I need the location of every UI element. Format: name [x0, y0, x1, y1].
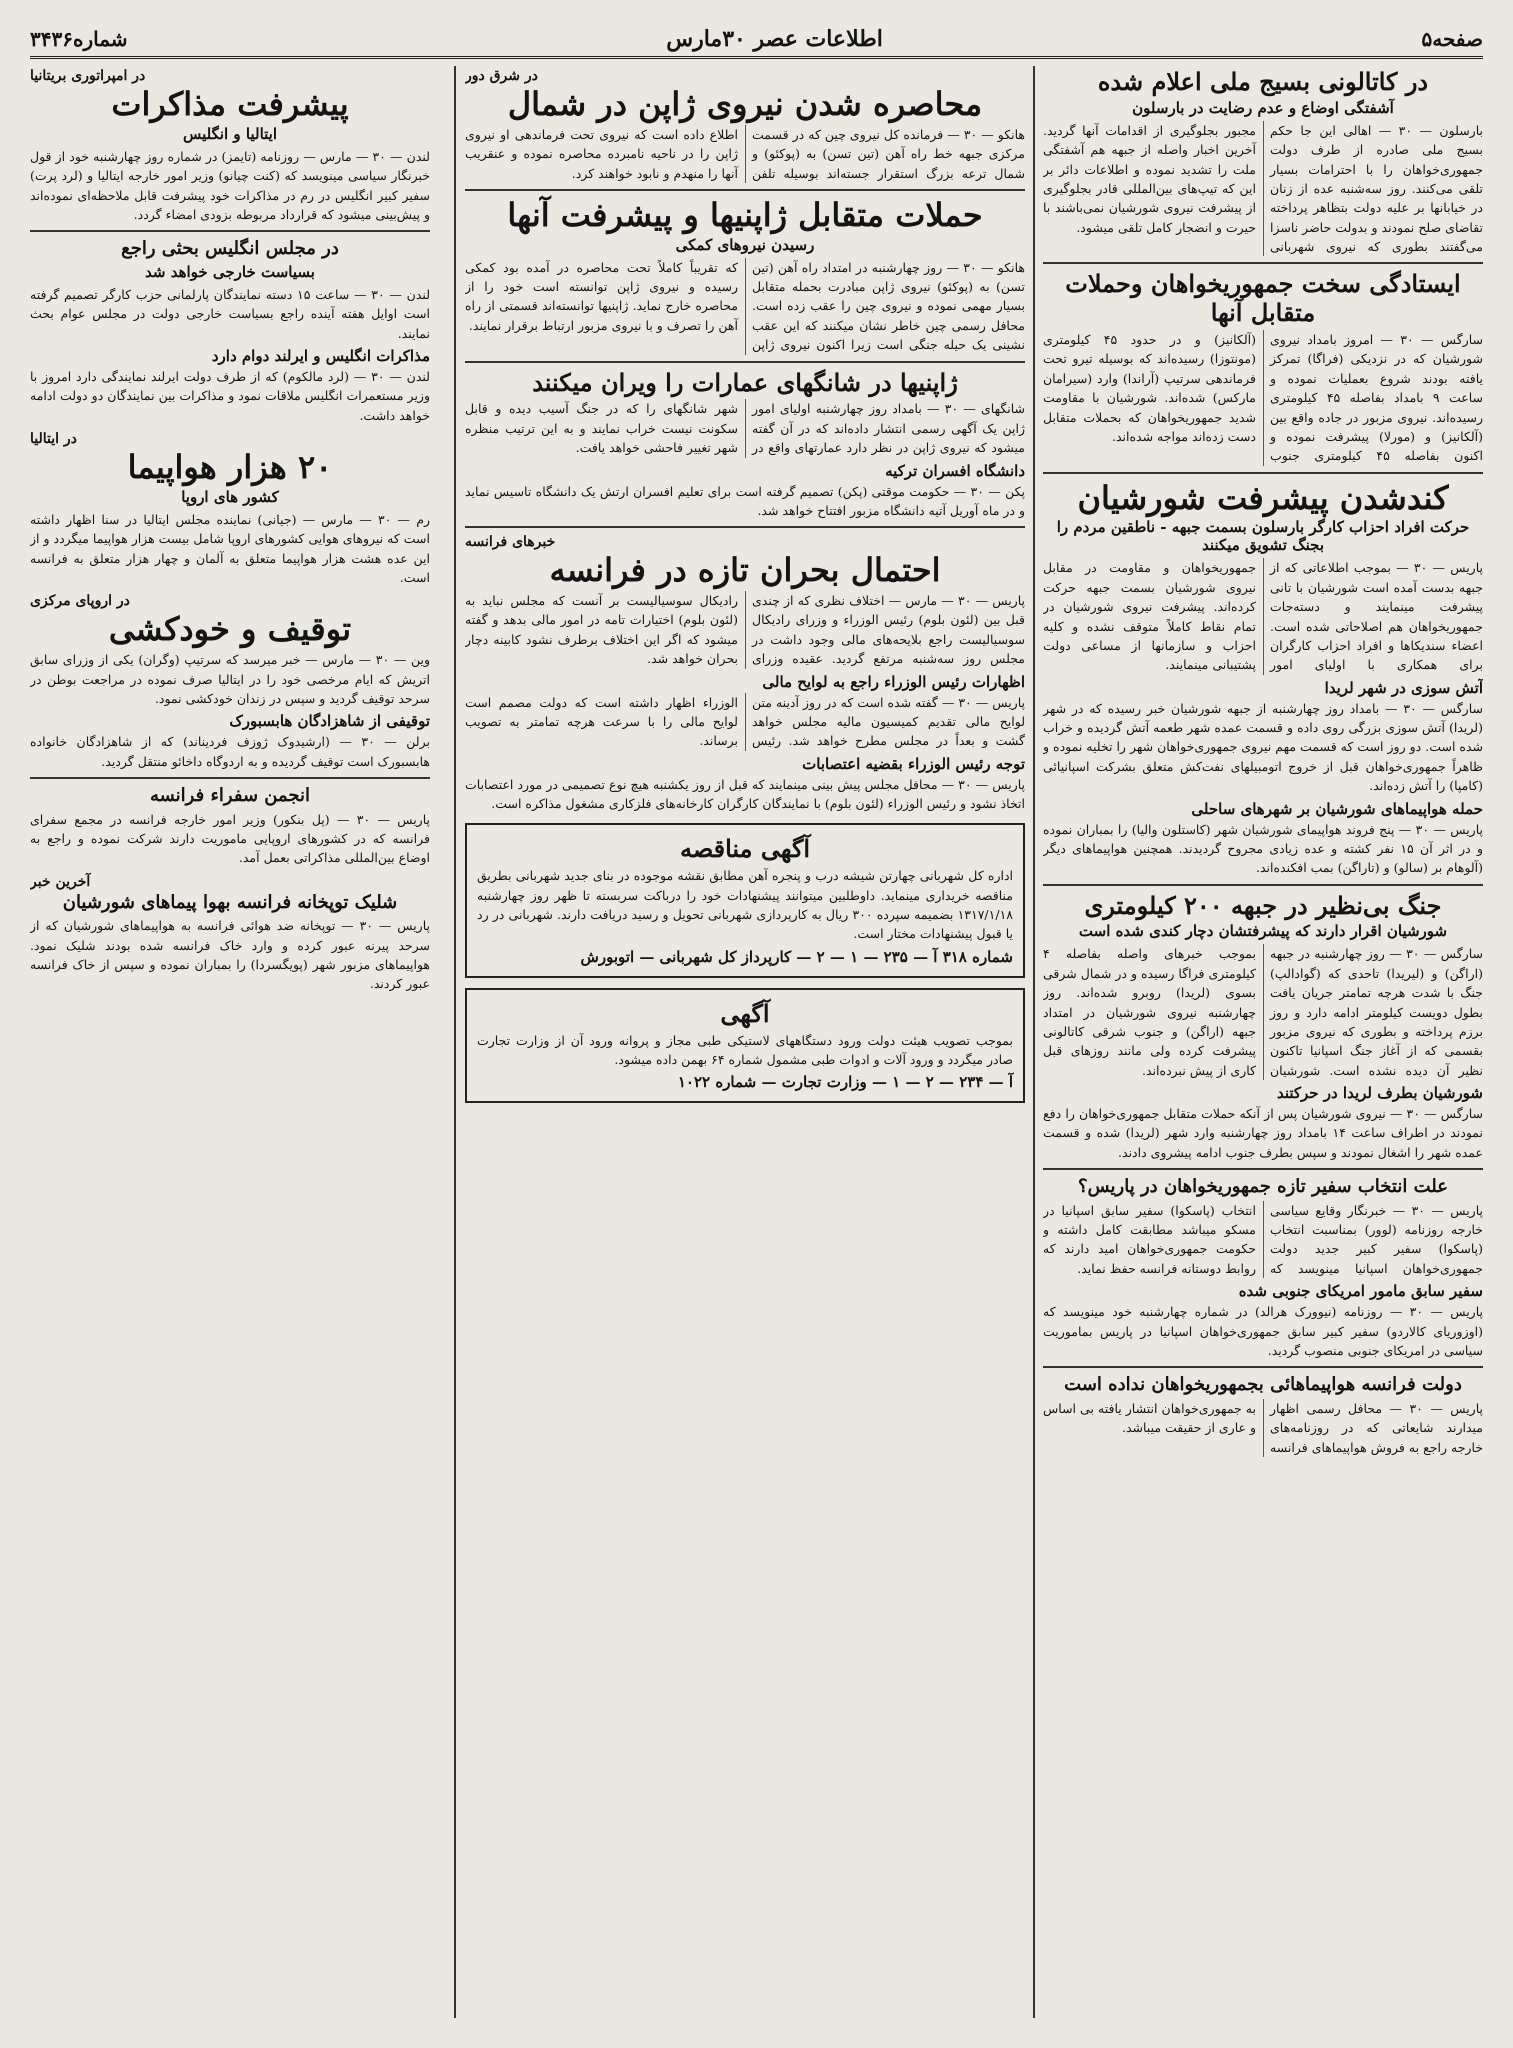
artillery-headline: شلیک توپخانه فرانسه بهوا پیماهای شورشیان [62, 891, 398, 913]
bombing-article [465, 369, 1025, 521]
air-attack-title: حمله هواپیماهای شورشیان بر شهرهای ساحلی [1191, 799, 1483, 818]
siege-body: هانکو — ۳۰ — فرمانده کل نیروی چین که در قسمت مرکزی جبهه خط راه آهن (تین تسن) به (پوکئو) و شمال ترعه بزرگ استقرار جسته‌اند بوسیله تلفن اطلاع داده است که نیروی تحت فرماندهی او نیروی ژاپن را در ناحیه نامبرده محاصره نموده و عنقریب آنها را منهدم و نابود خواهند کرد. [465, 126, 1025, 181]
catalonia-headline: در کاتالونی بسیج ملی اعلام شده [1097, 67, 1429, 96]
siege-headline: محاصره شدن نیروی ژاپن در شمال [507, 85, 983, 123]
planes-subhead: کشور های اروپا [181, 487, 279, 506]
issue-number: شماره۳۴۳۶ [30, 27, 128, 51]
parliament-headline: در مجلس انگلیس بحثی راجع [121, 238, 339, 260]
parliament-article [30, 238, 430, 425]
catalonia-article [1043, 68, 1483, 256]
counter-body: هانکو — ۳۰ — روز چهارشنبه در امتداد راه آهن (تین تسن) به (پوکئو) نیروی ژاپن مبادرت بحمله متقابل بسیار مهمی نموده و نیروی چین را عقب زده است. محافل رسمی چین خاطر نشان میکنند که این عقب نشینی یک حیله جنگی است زیرا اکنون نیروی ژاپن که تقریباً کاملاً تحت محاصره در آمده بود کمکی رسیده و نیروی ژاپن توانسته است خود را از محاصره خارج نماید. ژاپنیها توانسته‌اند قسمتی از راه آهن را تصرف و با نیروی مزبور ارتباط برقرار نمایند. [465, 259, 1025, 353]
divider [465, 361, 1025, 363]
newspaper-title-date: اطلاعات عصر ۳۰مارس [666, 26, 883, 52]
habsburg-body: برلن — ۳۰ — (ارشیدوک ژوزف فردیناند) که از شاهزادگان خانواده هابسبورک است توقیف گردیده و به اردوگاه داخائو منتقل گردید. [30, 734, 430, 769]
negotiations-article [30, 86, 430, 224]
artillery-body: پاریس — ۳۰ — توپخانه ضد هوائی فرانسه به هواپیماهای شورشیان که از سرحد پیرنه عبور کرده و وارد خاک فرانسه شده بودند شلیک نمود. هواپیماهای مزبور شهر (پویگسردا) را بمباران نموده و سپس از خاک فرانسه عبور کردند. [30, 918, 430, 992]
lerida-title: آتش سوزی در شهر لریدا [1324, 678, 1483, 697]
resistance-headline: ایستادگی سخت جمهوریخواهان وحملات متقابل آنها [1065, 269, 1461, 328]
catalonia-body: بارسلون — ۳۰ — اهالی این جا حکم بسیج ملی صادره از طرف دولت جمهوری‌خواهان را با احترامات بسیار تلقی می‌کنند. روز سه‌شنبه عده از زنان در خیابانها بر علیه دولت بتظاهر پرداخته تقاضای صلح نمودند و بدولت حاضر ناسزا می‌گفتند بطوری که نیروی شهربانی مجبور بجلوگیری از اقدامات آنها گردید. آخرین اخبار واصله از جبهه هم آشفتگی ملت را تشدید نموده و اطلاعات دائر بر این که تیپ‌های بین‌المللی قادر بجلوگیری از پیشرفت نیروی شورشیان نمی‌باشند با حیرت و انضجار کامل تلقی میشود. [1043, 122, 1483, 255]
battle-body: سارگس — ۳۰ — روز چهارشنبه در جبهه (اراگن) و (لیریدا) تاحدی که (گوادالپ) جنگ با شدت هرچه تمامتر جریان یافت بطول دویست کیلومتر ادامه دارد و روز برزم پرداخته و بطوری که نیروی مزبور بقسمی که از آغاز جنگ اسپانیا تاکنون نظیر آن دیده نشده است. شورشیان بموجب خبرهای واصله بفاصله ۴ کیلومتری فراگا رسیده و در شمال شرقی بسوی (لریدا) روبرو شده‌اند. روز چهارشنبه نیروی شورشیان در امتداد جبهه (اراگن) و جنوب شرقی کاتالونی پیشرفت کرده ولی مانند روزهای قبل کاری از پیش نبرده‌اند. [1043, 946, 1483, 1078]
battle-subhead: شورشیان اقرار دارند که پیشرفتشان دچار کندی شده است [1078, 922, 1448, 941]
ireland-body: لندن — ۳۰ — (لرد مالکوم) که از طرف دولت ایرلند نمایندگی دارد امروز با وزیر مستعمرات انگلیس ملاقات نمود و مذاکرات بین نمایندگان دو دولت ادامه خواهد داشت. [30, 368, 430, 423]
negotiations-body: لندن — ۳۰ — مارس — روزنامه (تایمز) در شماره روز چهارشنبه خود از قول خبرنگار سیاسی مینویسد که (کنت چیانو) وزیر امور خارجه ایتالیا و (لرد پرت) سفیر کبیر انگلیس در رم در مذاکرات خود پیشرفت قابل ملاحظه‌ای نموده‌اند و پیش‌بینی میشود که قرارداد مربوطه بزودی امضاء گردد. [30, 148, 430, 222]
divider [1043, 1168, 1483, 1170]
tender-headline: آگهی مناقصه [679, 834, 811, 864]
divider [465, 526, 1025, 528]
parliament-subhead: بسیاست خارجی خواهد شد [145, 262, 315, 281]
university-body: پکن — ۳۰ — حکومت موقتی (پکن) تصمیم گرفته است برای تعلیم افسران ارتش یک دانشگاه تاسیس نماید و در ماه آوریل آتیه دانشگاه مزبور افتتاح خواهد شد. [465, 483, 1025, 518]
resistance-body: سارگس — ۳۰ — امروز بامداد نیروی شورشیان که در نزدیکی (فراگا) تمرکز یافته بودند شروع بعملیات نموده و ساعت ۹ بامداد بفاصله ۴۵ کیلومتری رسیده‌اند. نیروی مزبور در جاده واقع بین (آلکانیز) و (مورلا) پیشرفت نموده و اکنون بفاصله ۴۵ کیلومتری جنوب (آلکانیز) و در حدود ۴۵ کیلومتری (مونتوزا) رسیده‌اند که بوسیله تیرو تحت فرماندهی سرتیپ (آراندا) وارد (سیرامان مارکس) شده‌اند. شورشیان با مقاومت شدید جمهوریخواهان که بحملات متقابل دست زده‌اند مواجه شده‌اند. [1043, 332, 1483, 464]
france-news-label: خبرهای فرانسه [465, 534, 556, 551]
tender-footer: شماره ۳۱۸ آ — ۲۳۵ — ۱ — ۲ — کارپرداز کل شهربانی — اتوبورش [580, 947, 1013, 966]
ambassadors-article [30, 785, 430, 868]
arrest-headline: توقیف و خودکشی [108, 610, 352, 649]
notice-footer: آ — ۲۳۴ — ۲ — ۱ — وزارت تجارت — شماره ۱۰۲۲ [677, 1073, 1013, 1092]
resistance-article [1043, 270, 1483, 465]
arrest-body: وین — ۳۰ — مارس — خبر میرسد که سرتیپ (وگران) یکی از وزرای سابق اتریش که ایام مرخصی خود را در ایتالیا صرف نموده در مراجعت بوطن در سرحد توقیف گردید و سپس در زندان خودکشی نمود. [30, 652, 430, 706]
battle-article [1043, 892, 1483, 1163]
blum-title: اظهارات رئیس الوزراء راجع به لوایح مالی [762, 672, 1025, 691]
france-crisis-headline: احتمال بحران تازه در فرانسه [549, 551, 941, 590]
lerida-body: سارگس — ۳۰ — بامداد روز چهارشنبه از جبهه شورشیان خبر رسیده که در شهر (لریدا) آتش سوزی بزرگی روی داده و قسمت عمده شهر طعمه آتش گردیده و خراب شده است. دو روز است که قسمت مهم نیروی جمهوری‌خواهان شهر را تخلیه نموده و ظاهراً جمهوری‌خواهان قبل از خروج اتومبیلهای نفت‌کش متعلق بشرکت اسپانیائی (کامپا) را آتش زده‌اند. [1043, 700, 1483, 794]
strikes-title: توجه رئیس الوزراء بقضیه اعتصابات [802, 754, 1025, 773]
france-planes-article [1043, 1374, 1483, 1457]
masthead [30, 22, 1483, 59]
planes-headline: ۲۰ هزار هواپیما [127, 448, 333, 487]
bombing-headline: ژاپنیها در شانگهای عمارات را ویران میکنند [532, 367, 958, 397]
divider [30, 777, 430, 779]
column-rule-right [1033, 66, 1035, 2018]
middle-column [465, 66, 1025, 2018]
counter-headline: حملات متقابل ژاپنیها و پیشرفت آنها [507, 195, 983, 234]
trade-notice [465, 988, 1025, 1104]
divider [1043, 884, 1483, 886]
negotiations-subhead: ایتالیا و انگلیس [182, 124, 278, 143]
latest-news-label: آخرین خبر [30, 873, 91, 890]
negotiations-headline: پیشرفت مذاکرات [111, 85, 349, 123]
france-crisis-article [465, 552, 1025, 813]
parliament-body: لندن — ۳۰ — ساعت ۱۵ دسته نمایندگان پارلمانی حزب کارگر تصمیم گرفته است اوایل هفته آینده راجع بسیاست خارجی دولت در مجلس عوام بحث نمایند. [30, 286, 430, 341]
ambassador-headline: علت انتخاب سفیر تازه جمهوریخواهان در پاریس؟ [1078, 1176, 1448, 1198]
university-title: دانشگاه افسران ترکیه [885, 461, 1025, 480]
divider [1043, 472, 1483, 474]
left-column [30, 66, 430, 2018]
slowdown-subhead: حرکت افراد احزاب کارگر بارسلون بسمت جبهه - ناطقین مردم را بجنگ تشویق میکنند [1056, 518, 1470, 555]
habsburg-title: توقیفی از شاهزادگان هابسبورک [229, 712, 430, 731]
artillery-article [30, 892, 430, 994]
ambassadors-headline: انجمن سفراء فرانسه [149, 785, 311, 807]
planes-body: رم — ۳۰ — مارس — (جیانی) نماینده مجلس ایتالیا در سنا اظهار داشته است که نیروهای هوایی کشورهای اروپا شامل بیست هزار هواپیما میگردد و از این عده هشت هزار هواپیما متعلق به آلمان و چهار هزار متعلق به فرانسه است. [30, 511, 430, 585]
france-planes-body: پاریس — ۳۰ — محافل رسمی اظهار میدارند شایعاتی که در روزنامه‌های خارجه راجع به فروش هواپیماهای فرانسه به جمهوری‌خواهان انتشار یافته بی اساس و عاری از حقیقت میباشد. [1043, 1400, 1483, 1455]
tender-notice [465, 823, 1025, 977]
barcelona-siege-title: شورشیان بطرف لریدا در حرکتند [1276, 1084, 1483, 1103]
divider [1043, 1366, 1483, 1368]
right-column [1043, 66, 1483, 2018]
siege-article [465, 86, 1025, 183]
blum-body: پاریس — ۳۰ — گفته شده است که در روز آدینه متن لوایح مالی تقدیم کمیسیون مالیه مجلس خواهد گشت و بعداً در مجلس مطرح خواهد شد. رئیس الوزراء اظهار داشته است که دولت مصمم است لوایح مالی را با سرعت هرچه تمامتر به تصویب برساند. [465, 694, 1025, 749]
tender-body: اداره کل شهربانی چهارتن شیشه درب و پنجره آهن مطابق نقشه موجوده در بنای جدید شهربانی بطریق مناقصه خریداری مینماید. داوطلبین میتوانند پیشنهادات خود را درباکت سربسته تا ظهر روز چهارشنبه ۱۳۱۷/۱/۱۸ بضمیمه سپرده ۳۰۰ ریال به کارپردازی شهربانی تحویل و رسید دریافت دارند. شهربانی در رد یا قبول پیشنهادات مختار است. [477, 868, 1013, 942]
central-europe-label: در اروپای مرکزی [30, 593, 130, 610]
france-planes-headline: دولت فرانسه هواپیماهائی بجمهوریخواهان نداده است [1064, 1374, 1462, 1396]
air-attack-body: پاریس — ۳۰ — پنج فروند هواپیمای شورشیان شهر (کاستلون والیا) را بمباران نموده و در اثر آن ۱۵ نفر کشته و عده زیادی مجروح گردیدند. همچنین هواپیماهای دیگر (آلوهام بر (سالو) و (تاراگن) بمب افکنده‌اند. [1043, 821, 1483, 876]
ireland-headline: مذاکرات انگلیس و ایرلند دوام دارد [211, 346, 430, 365]
slowdown-body: پاریس — ۳۰ — بموجب اطلاعاتی که از جبهه بدست آمده است شورشیان با تانی پیشرفت مینمایند و دسته‌جات جمهوریخواهان هم اصلاحاتی شده است. اعضاء سندیکاها و افراد احزاب کارگران برای همکاری با اولیای امور جمهوریخواهان و مقاومت در مقابل نیروی شورشیان بسمت جبهه حرکت کرده‌اند. پیشرفت نیروی شورشیان در تمام نقاط کاملاً متوقف نشده و کلیه احزاب و سازمانها از مساعی دولت پشتیبانی مینمایند. [1043, 560, 1483, 673]
italy-label: در ایتالیا [30, 431, 77, 448]
column-rule-left [454, 66, 456, 2018]
slowdown-article [1043, 480, 1483, 878]
barcelona-siege-body: سارگس — ۳۰ — نیروی شورشیان پس از آنکه حملات متقابل جمهوری‌خواهان را دفع نمودند در اطراف ساعت ۱۴ بامداد روز چهارشنبه وارد شهر (لریدا) شده و قسمت عمده شهر را اشغال نمودند و سپس بطرف جنوب ادامه پیشروی دادند. [1043, 1106, 1483, 1160]
ambassador-article [1043, 1176, 1483, 1360]
planes-article [30, 449, 430, 587]
us-envoy-title: سفیر سابق مامور امریکای جنوبی شده [1238, 1282, 1483, 1301]
counter-subhead: رسیدن نیروهای کمکی [675, 235, 815, 254]
ambassador-body: پاریس — ۳۰ — خبرنگار وقایع سیاسی خارجه روزنامه (لوور) بمناسبت انتخاب (پاسکوا) سفیر کبیر جدید دولت جمهوری‌خواهان اسپانیا مینویسد که انتخاب (پاسکوا) سفیر سابق اسپانیا در مسکو میباشد مطابقت کامل داشته و حکومت جمهوری‌خواهان امید دارند که روابط دوستانه فرانسه حفظ نماید. [1043, 1202, 1483, 1276]
divider [465, 189, 1025, 191]
divider [1043, 262, 1483, 264]
far-east-kicker: در شرق دور [465, 68, 538, 84]
british-empire-kicker: در امپراتوری بریتانیا [30, 68, 146, 84]
battle-headline: جنگ بی‌نظیر در جبهه ۲۰۰ کیلومتری [1084, 890, 1442, 920]
catalonia-subhead: آشفتگی اوضاع و عدم رضایت در بارسلون [1132, 98, 1394, 117]
france-crisis-body: پاریس — ۳۰ — مارس — اختلاف نظری که از چندی قبل بین (لئون بلوم) رئیس الوزراء و وزرای رادیکال سوسیالیست راجع بلایحه‌های مالی وجود داشت در مجلس روز سه‌شنبه مرتفع گردید. عقیده وزرای رادیکال سوسیالیست بر آنست که مجلس نباید به (لئون بلوم) اختیارات تامه در امور مالی بدهد و گفته میشود که اگر این اختلاف برطرف نشود کابینه دچار بحران خواهد شد. [465, 593, 1025, 667]
notice-headline: آگهی [720, 998, 770, 1028]
bombing-body: شانگهای — ۳۰ — بامداد روز چهارشنبه اولیای امور ژاپن یک آگهی رسمی انتشار داده‌اند که در آن گفته میشود که نیروی ژاپن در نظر دارد عمارتهای واقع در شهر شانگهای را که در جنگ آسیب دیده و قابل سکونت نیست خراب نمایند و به این ترتیب منظره شهر تغییر فاحشی خواهد یافت. [465, 401, 1025, 456]
notice-body: بموجب تصویب هیئت دولت ورود دستگاههای لاستیکی طبی مجاز و پروانه ورود آن از وزارت تجارت صادر میگردد و ورود آلات و ادوات طبی مشمول شماره ۶۴ بهمن داده میشود. [477, 1032, 1013, 1067]
us-envoy-body: پاریس — ۳۰ — روزنامه (نیوورک هرالد) در شماره چهارشنبه خود مینویسد که (اوزوریای کالاردو) سفیر کبیر سابق جمهوری‌خواهان اسپانیا در پاریس بماموریت سیاسی در امریکای جنوبی منصوب گردید. [1043, 1304, 1483, 1358]
strikes-body: پاریس — ۳۰ — محافل مجلس پیش بینی مینمایند که قبل از روز یکشنبه هیچ نوع تصمیمی در مورد اعتصابات اتخاذ نشود و رئیس الوزراء (لئون بلوم) با نمایندگان کارگران کارخانه‌های فلزکاری مشغول مذاکره است. [465, 776, 1025, 812]
counter-article [465, 197, 1025, 355]
arrest-article [30, 611, 430, 771]
ambassadors-body: پاریس — ۳۰ — (پل بنکور) وزیر امور خارجه فرانسه در مجمع سفرای فرانسه که در کشورهای اروپایی ماموریت دارند شرکت نموده و راجع به اوضاع بین‌المللی مذاکراتی بعمل آمد. [30, 811, 430, 866]
page-number: صفحه۵ [1421, 27, 1483, 51]
slowdown-headline: کندشدن پیشرفت شورشیان [1077, 478, 1449, 517]
divider [30, 230, 430, 232]
